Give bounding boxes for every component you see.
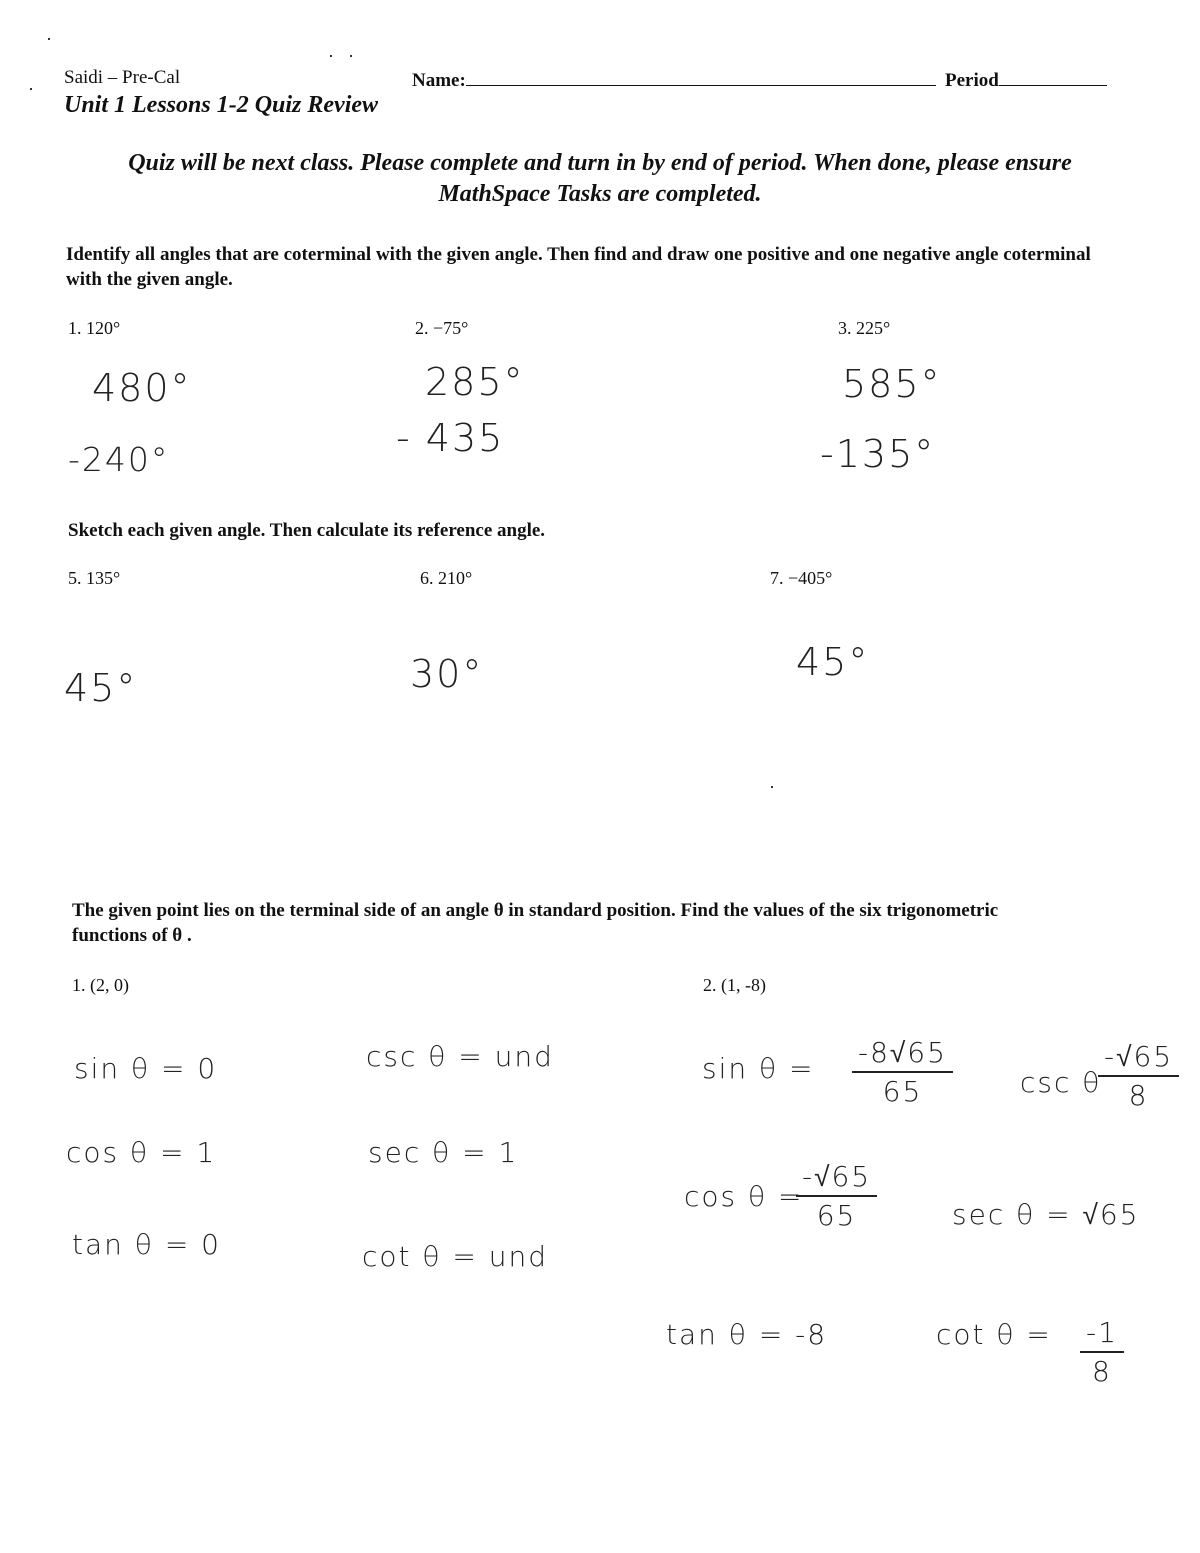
fraction-numerator: -√65 xyxy=(1098,1040,1179,1077)
handwritten-answer: tan θ = -8 xyxy=(666,1318,828,1351)
fraction-numerator: -8√65 xyxy=(852,1036,953,1073)
fraction-denominator: 65 xyxy=(816,1199,857,1232)
problem-label: 6. 210° xyxy=(420,568,473,588)
handwritten-fraction xyxy=(1080,1316,1124,1388)
course-label: Saidi – Pre-Cal xyxy=(64,67,181,88)
handwritten-answer: 45° xyxy=(64,666,138,710)
problem-label: 3. 225° xyxy=(838,318,891,338)
handwritten-answer: -240° xyxy=(68,440,170,479)
problem-label: 1. (2, 0) xyxy=(72,975,129,995)
handwritten-answer: cot θ = xyxy=(936,1318,1052,1351)
problem-label: 5. 135° xyxy=(68,568,121,588)
problem-label: 2. −75° xyxy=(415,318,469,338)
problem-label: 7. −405° xyxy=(770,568,833,588)
quiz-note: Quiz will be next class. Please complete and turn in by end of period. When done, please ensure MathSpace Tasks are completed. xyxy=(128,150,1072,207)
section3-instructions: The given point lies on the terminal side of an angle θ in standard position. Find the values of the six trigonometric functions of θ . xyxy=(72,900,999,946)
handwritten-answer: 45° xyxy=(796,640,870,684)
scan-speck xyxy=(30,88,32,90)
fraction-numerator: -1 xyxy=(1080,1316,1124,1353)
handwritten-answer: sec θ = √65 xyxy=(952,1198,1140,1231)
handwritten-answer: sec θ = 1 xyxy=(368,1136,519,1169)
problem-label: 1. 120° xyxy=(68,318,121,338)
fraction-denominator: 8 xyxy=(1092,1355,1112,1388)
handwritten-answer: csc θ = und xyxy=(366,1040,554,1073)
fraction-numerator: -√65 xyxy=(796,1160,877,1197)
section2-instructions: Sketch each given angle. Then calculate its reference angle. xyxy=(68,520,546,541)
handwritten-answer: 285° xyxy=(425,360,525,404)
fraction-denominator: 65 xyxy=(882,1075,923,1108)
page-title: Unit 1 Lessons 1-2 Quiz Review xyxy=(64,92,379,118)
handwritten-answer: tan θ = 0 xyxy=(72,1228,221,1261)
handwritten-answer: cos θ = 1 xyxy=(66,1136,217,1169)
handwritten-answer: cos θ = xyxy=(684,1180,804,1213)
handwritten-answer: 30° xyxy=(410,652,484,696)
handwritten-answer: sin θ = 0 xyxy=(74,1052,218,1085)
problem-label: 2. (1, -8) xyxy=(703,975,766,995)
scan-speck xyxy=(771,786,773,788)
handwritten-answer: sin θ = xyxy=(702,1052,815,1085)
section1-instructions: Identify all angles that are coterminal with the given angle. Then find and draw one positive and one negative angle coterminal with the given angle. xyxy=(66,244,1091,290)
period-blank[interactable] xyxy=(999,67,1107,86)
scan-speck xyxy=(48,38,50,40)
name-label: Name: xyxy=(412,70,466,91)
fraction-denominator: 8 xyxy=(1128,1079,1149,1112)
handwritten-answer: -135° xyxy=(820,432,936,476)
period-label: Period xyxy=(945,70,999,91)
handwritten-answer: csc θ xyxy=(1020,1066,1102,1099)
handwritten-answer: cot θ = und xyxy=(362,1240,549,1273)
handwritten-answer: - 435 xyxy=(396,416,505,460)
scan-speck xyxy=(350,55,352,57)
handwritten-fraction xyxy=(796,1160,877,1232)
handwritten-answer: 585° xyxy=(842,362,942,406)
scan-speck xyxy=(330,55,332,57)
period-field[interactable] xyxy=(945,67,1107,92)
name-blank[interactable] xyxy=(466,67,936,86)
name-field[interactable] xyxy=(412,67,936,92)
handwritten-fraction xyxy=(852,1036,953,1108)
handwritten-fraction xyxy=(1098,1040,1179,1112)
handwritten-answer: 480° xyxy=(92,366,192,410)
